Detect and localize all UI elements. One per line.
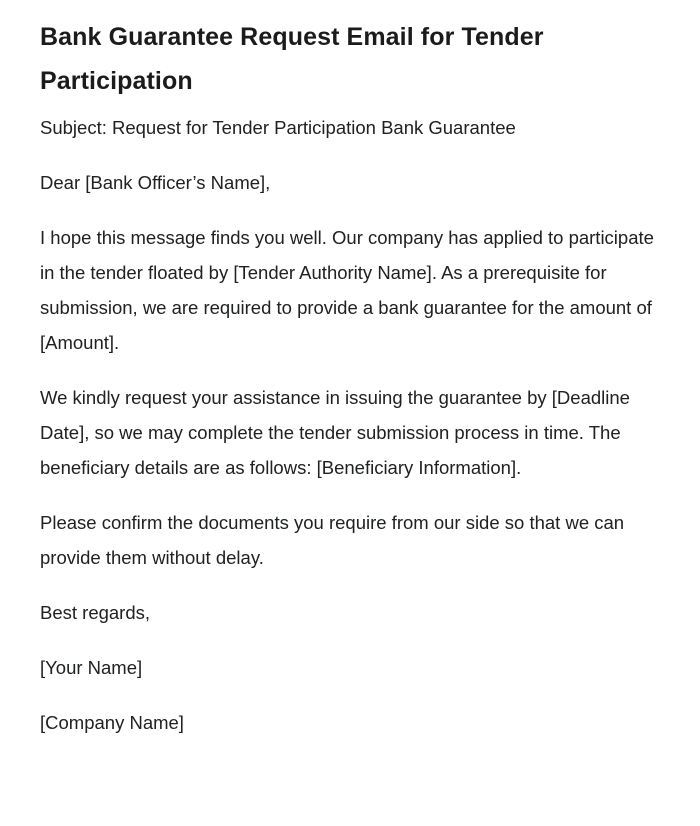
document-title: Bank Guarantee Request Email for Tender Participation — [40, 23, 544, 95]
closing-line: Best regards, — [40, 602, 151, 623]
subject-line: Subject: Request for Tender Participation Bank Guarantee — [40, 117, 516, 138]
body-paragraph-1: I hope this message finds you well. Our company has applied to participate in the tender floated by [Tender Authority Name]. As a prerequisite for submission, we are required to provide a bank guarantee for the amount of [Amount]. — [40, 227, 654, 353]
signature-name-placeholder: [Your Name] — [40, 657, 143, 678]
body-paragraph-2: We kindly request your assistance in issuing the guarantee by [Deadline Date], so we may complete the tender submission process in time. The beneficiary details are as follows: [Beneficiary Information]. — [40, 387, 630, 478]
salutation: Dear [Bank Officer’s Name], — [40, 172, 271, 193]
body-paragraph-3: Please confirm the documents you require from our side so that we can provide them without delay. — [40, 512, 625, 568]
signature-company-placeholder: [Company Name] — [40, 712, 184, 733]
